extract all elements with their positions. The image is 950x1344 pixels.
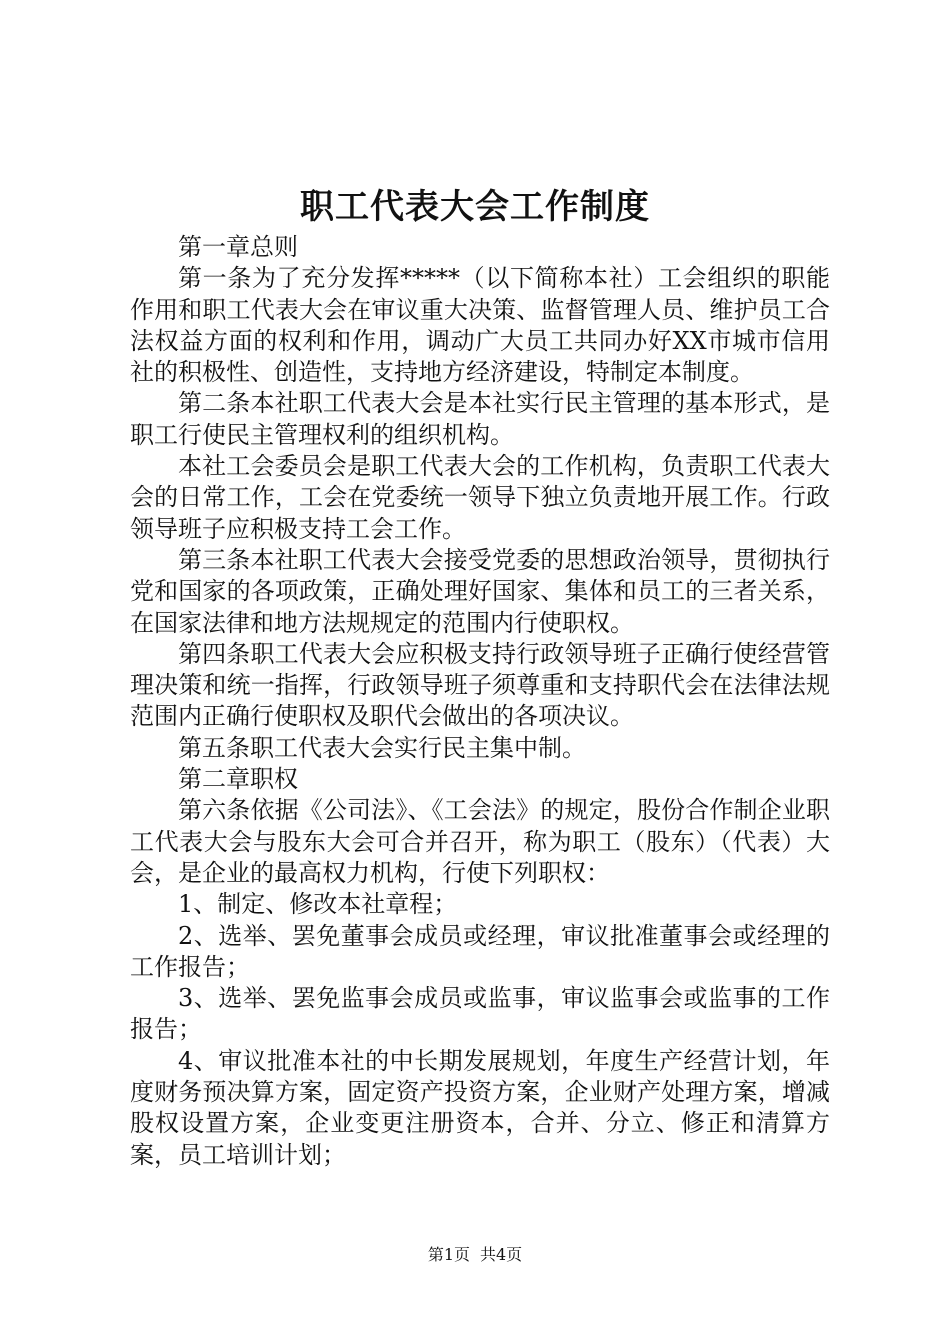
paragraph: 第五条职工代表大会实行民主集中制。 [178,733,586,762]
chapter-heading: 第一章总则 [178,233,298,261]
document-body [130,232,830,1171]
paragraph: 本社工会委员会是职工代表大会的工作机构，负责职工代表大会的日常工作，工会在党委统一领导下独立负责地开展工作。行政领导班子应积极支持工会工作。 [130,452,830,543]
page-number: 第1页 [427,1245,470,1264]
paragraph: 第三条本社职工代表大会接受党委的思想政治领导，贯彻执行党和国家的各项政策，正确处理好国家、集体和员工的三者关系，在国家法律和地方法规规定的范围内行使职权。 [130,545,830,637]
document-title: 职工代表大会工作制度 [300,187,650,227]
list-item: 1、制定、修改本社章程； [178,890,458,919]
paragraph: 第二条本社职工代表大会是本社实行民主管理的基本形式，是职工行使民主管理权利的组织机构。 [130,389,830,449]
paragraph: 第六条依据《公司法》、《工会法》的规定，股份合作制企业职工代表大会与股东大会可合并召开，称为职工（股东）（代表）大会，是企业的最高权力机构，行使下列职权： [130,796,830,887]
chapter-heading: 第二章职权 [178,765,298,794]
list-item: 2、选举、罢免董事会成员或经理，审议批准董事会或经理的工作报告； [130,921,830,981]
page-total: 共4页 [480,1245,523,1264]
page-footer [0,1244,950,1266]
list-item: 3、选举、罢免监事会成员或监事，审议监事会或监事的工作报告； [130,984,830,1044]
paragraph: 第四条职工代表大会应积极支持行政领导班子正确行使经营管理决策和统一指挥，行政领导班子须尊重和支持职代会在法律法规范围内正确行使职权及职代会做出的各项决议。 [130,639,830,731]
list-item: 4、审议批准本社的中长期发展规划，年度生产经营计划，年度财务预决算方案，固定资产投资方案，企业财产处理方案，增减股权设置方案，企业变更注册资本，合并、分立、修正和清算方案，员工培训计划； [130,1046,830,1169]
paragraph: 第一条为了充分发挥*****（以下简称本社）工会组织的职能作用和职工代表大会在审议重大决策、监督管理人员、维护员工合法权益方面的权利和作用，调动广大员工共同办好XX市城市信用社的积极性、创造性，支持地方经济建设，特制定本制度。 [130,264,830,387]
